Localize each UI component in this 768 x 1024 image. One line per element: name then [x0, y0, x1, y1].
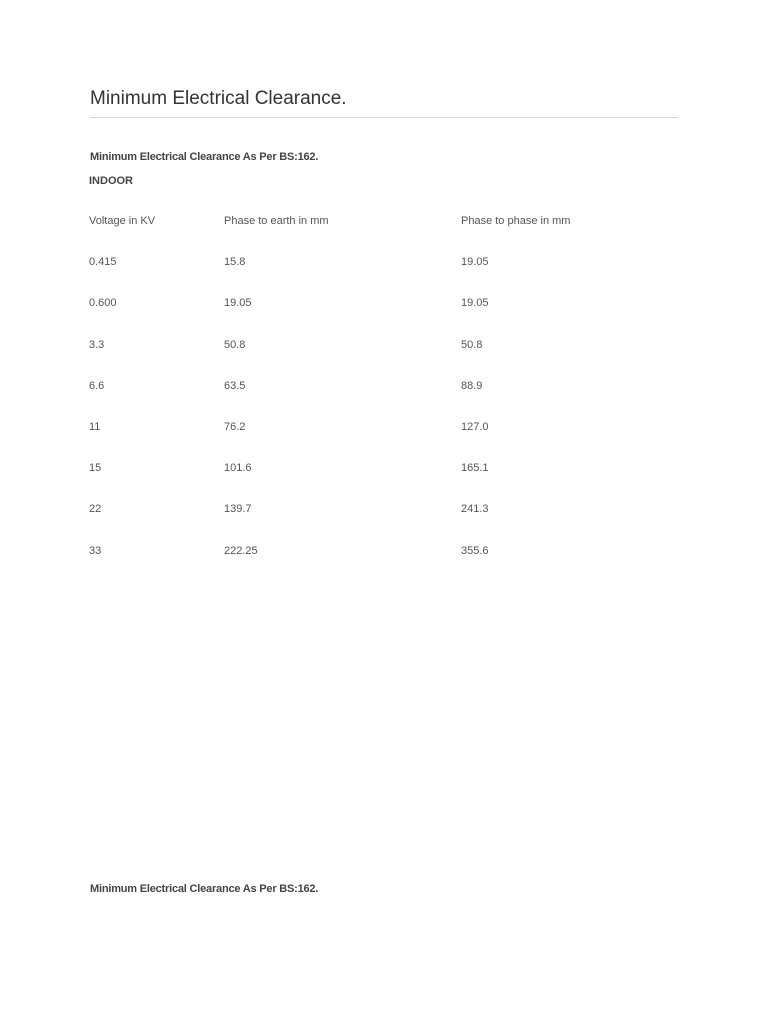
header-voltage: Voltage in KV — [89, 215, 156, 227]
table-row — [89, 339, 689, 380]
cell-voltage: 22 — [89, 503, 102, 516]
table-row — [89, 421, 689, 462]
table-row — [89, 256, 689, 297]
cell-phase-to-phase: 165.1 — [461, 462, 489, 475]
cell-phase-to-phase: 355.6 — [461, 544, 489, 557]
cell-voltage: 0.600 — [89, 297, 117, 310]
table-row — [89, 545, 689, 586]
cell-phase-to-earth: 50.8 — [224, 338, 246, 351]
table-row — [89, 380, 689, 421]
cell-voltage: 0.415 — [89, 256, 117, 269]
cell-phase-to-earth: 101.6 — [224, 462, 252, 475]
cell-phase-to-phase: 19.05 — [461, 256, 489, 269]
section-subheading: Minimum Electrical Clearance As Per BS:162. — [90, 883, 319, 895]
cell-voltage: 6.6 — [89, 379, 105, 392]
cell-phase-to-phase: 19.05 — [461, 297, 489, 310]
clearance-table — [89, 215, 689, 586]
cell-phase-to-earth: 19.05 — [224, 297, 252, 310]
header-phase-to-phase: Phase to phase in mm — [461, 215, 571, 227]
cell-phase-to-phase: 127.0 — [461, 420, 489, 433]
cell-phase-to-earth: 139.7 — [224, 503, 252, 516]
cell-phase-to-earth: 15.8 — [224, 256, 246, 269]
table-row — [89, 462, 689, 503]
table-row — [89, 503, 689, 544]
cell-voltage: 15 — [89, 462, 102, 475]
title-divider — [90, 117, 678, 118]
cell-voltage: 33 — [89, 544, 102, 557]
table-header-row — [89, 215, 689, 256]
cell-phase-to-phase: 88.9 — [461, 379, 483, 392]
section-subheading: Minimum Electrical Clearance As Per BS:162. — [90, 151, 319, 163]
cell-phase-to-earth: 76.2 — [224, 420, 246, 433]
cell-voltage: 3.3 — [89, 338, 105, 351]
page-title: Minimum Electrical Clearance. — [90, 88, 347, 109]
cell-voltage: 11 — [89, 420, 101, 433]
cell-phase-to-phase: 50.8 — [461, 338, 483, 351]
cell-phase-to-earth: 63.5 — [224, 379, 246, 392]
header-phase-to-earth: Phase to earth in mm — [224, 215, 329, 227]
cell-phase-to-earth: 222.25 — [224, 544, 258, 557]
section-label-indoor: INDOOR — [89, 175, 133, 187]
cell-phase-to-phase: 241.3 — [461, 503, 489, 516]
table-row — [89, 297, 689, 338]
